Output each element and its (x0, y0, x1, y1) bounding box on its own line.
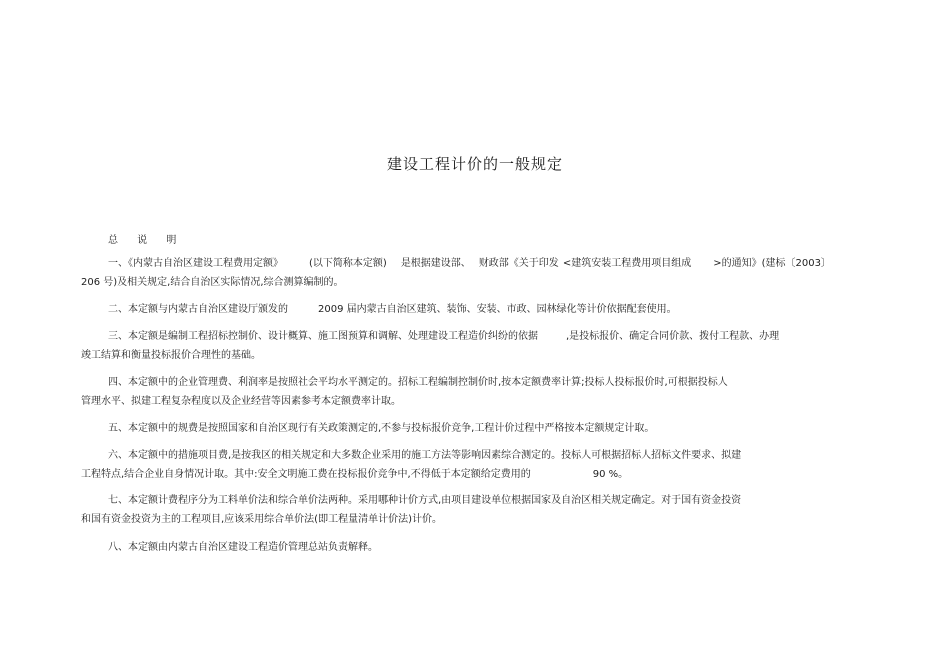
paragraph-6-line-2 (81, 469, 628, 481)
paragraph-5: 五、本定额中的规费是按照国家和自治区现行有关政策测定的,不参与投标报价竞争,工程计价过程中严格按本定额规定计取。 (108, 423, 655, 434)
paragraph-7-line-2: 和国有资金投资为主的工程项目,应该采用综合单价法(即工程量清单计价法)计价。 (81, 514, 442, 525)
p3-segment-b: ,是投标报价、确定合同价款、拨付工程款、办理 (566, 331, 780, 342)
paragraph-3-line-2: 竣工结算和衡量投标报价合理性的基础。 (81, 350, 261, 361)
paragraph-6-line-1: 六、本定额中的措施项目费,是按我区的相关规定和大多数企业采用的施工方法等影响因素综合测定的。投标人可根据招标人招标文件要求、拟建 (108, 450, 742, 461)
page-title: 建设工程计价的一般规定 (386, 155, 563, 173)
section-heading: 总 说 明 (108, 235, 185, 246)
paragraph-1-line-2: 206 号)及相关规定,结合自治区实际情况,综合测算编制的。 (81, 277, 344, 288)
paragraph-7-line-1: 七、本定额计费程序分为工料单价法和综合单价法两种。采用哪种计价方式,由项目建设单位根据国家及自治区相关规定确定。对于国有资金投资 (108, 495, 742, 506)
p2-segment-a: 二、本定额与内蒙古自治区建设厅颁发的 (108, 304, 288, 315)
p1-segment-a: 一、《内蒙古自治区建设工程费用定额》 (108, 258, 283, 269)
paragraph-3-line-1 (108, 331, 779, 343)
p1-segment-e: <建筑安装工程费用项目组成 (562, 258, 692, 269)
p1-segment-c: 是根据建设部、 (400, 258, 471, 269)
paragraph-2 (108, 304, 677, 316)
p1-segment-b: (以下简称本定额) (309, 258, 387, 269)
p1-segment-f: >的通知》(建标〔2003〕 (713, 258, 831, 269)
paragraph-8: 八、本定额由内蒙古自治区建设工程造价管理总站负责解释。 (108, 542, 378, 553)
paragraph-4-line-1: 四、本定额中的企业管理费、利润率是按照社会平均水平测定的。招标工程编制控制价时,按本定额费率计算;投标人投标报价时,可根据投标人 (108, 377, 728, 388)
p2-segment-b: 2009 届内蒙古自治区建筑、装饰、安装、市政、园林绿化等计价依据配套使用。 (318, 304, 677, 315)
p3-segment-a: 三、本定额是编制工程招标控制价、设计概算、施工图预算和调解、处理建设工程造价纠纷的依据 (108, 331, 538, 342)
p6-segment-b: 工程特点,结合企业自身情况计取。其中:安全文明施工费在投标报价竞争中,不得低于本定额给定费用的 (81, 469, 531, 480)
p6-segment-c: 90 %。 (592, 469, 629, 480)
p1-segment-d: 财政部《关于印发 (478, 258, 559, 269)
paragraph-4-line-2: 管理水平、拟建工程复杂程度以及企业经营等因素参考本定额费率计取。 (81, 396, 401, 407)
paragraph-1-line-1 (108, 258, 831, 270)
